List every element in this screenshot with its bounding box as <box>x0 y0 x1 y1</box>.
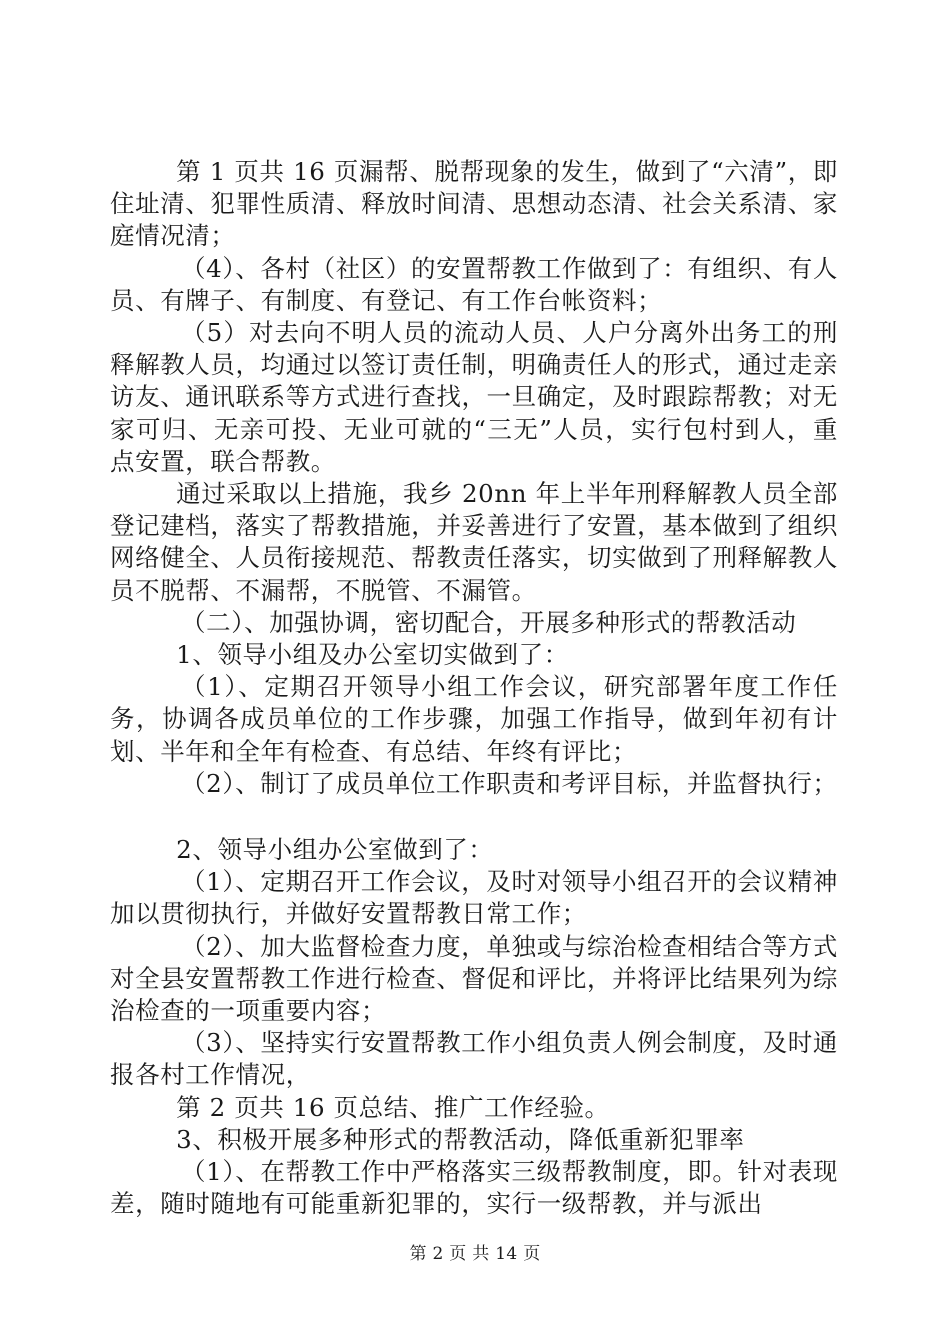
paragraph-summary-measures: 通过采取以上措施，我乡 20nn 年上半年刑释解教人员全部登记建档，落实了帮教措施，并妥善进行了安置，基本做到了组织网络健全、人员衔接规范、帮教责任落实，切实做到了刑释解教人员不脱帮、不漏帮，不脱管、不漏管。 <box>110 479 838 605</box>
paragraph-activities-item-1: （1）、在帮教工作中严格落实三级帮教制度，即。针对表现差，随时随地有可能重新犯罪的，实行一级帮教，并与派出 <box>110 1157 838 1219</box>
paragraph-group-item-2: （2）、制订了成员单位工作职责和考评目标，并监督执行； <box>181 768 838 798</box>
paragraph-office: 2、领导小组办公室做到了： <box>176 835 494 865</box>
document-body <box>110 156 838 1221</box>
paragraph-six-clears: 第 1 页共 16 页漏帮、脱帮现象的发生，做到了“六清”，即住址清、犯罪性质清、释放时间清、思想动态清、社会关系清、家庭情况清； <box>110 157 838 251</box>
paragraph-office-item-2: （2）、加大监督检查力度，单独或与综治检查相结合等方式对全县安置帮教工作进行检查、督促和评比，并将评比结果列为综治检查的一项重要内容； <box>110 931 838 1026</box>
paragraph-page-marker: 第 2 页共 16 页总结、推广工作经验。 <box>176 1092 610 1122</box>
paragraph-office-item-3: （3）、坚持实行安置帮教工作小组负责人例会制度，及时通报各村工作情况， <box>110 1028 838 1090</box>
paragraph-leading-group: 1、领导小组及办公室切实做到了： <box>176 640 569 670</box>
paragraph-office-item-1: （1）、定期召开工作会议，及时对领导小组召开的会议精神加以贯彻执行，并做好安置帮教日常工作； <box>110 867 838 929</box>
paragraph-item-5: （5）对去向不明人员的流动人员、人户分离外出务工的刑释解教人员，均通过以签订责任制，明确责任人的形式，通过走亲访友、通讯联系等方式进行查找，一旦确定，及时跟踪帮教；对无家可归、无亲可投、无业可就的“三无”人员，实行包村到人，重点安置，联合帮教。 <box>110 318 838 476</box>
paragraph-spacer <box>110 800 838 834</box>
paragraph-group-item-1: （1）、定期召开领导小组工作会议，研究部署年度工作任务，协调各成员单位的工作步骤，加强工作指导，做到年初有计划、半年和全年有检查、有总结、年终有评比； <box>110 672 838 766</box>
section-heading-two: （二）、加强协调，密切配合，开展多种形式的帮教活动 <box>181 607 797 637</box>
page-footer: 第 2 页 共 14 页 <box>409 1244 541 1264</box>
paragraph-item-4: （4）、各村（社区）的安置帮教工作做到了：有组织、有人员、有牌子、有制度、有登记、有工作台帐资料； <box>110 253 838 315</box>
paragraph-activities: 3、积极开展多种形式的帮教活动，降低重新犯罪率 <box>176 1124 745 1154</box>
